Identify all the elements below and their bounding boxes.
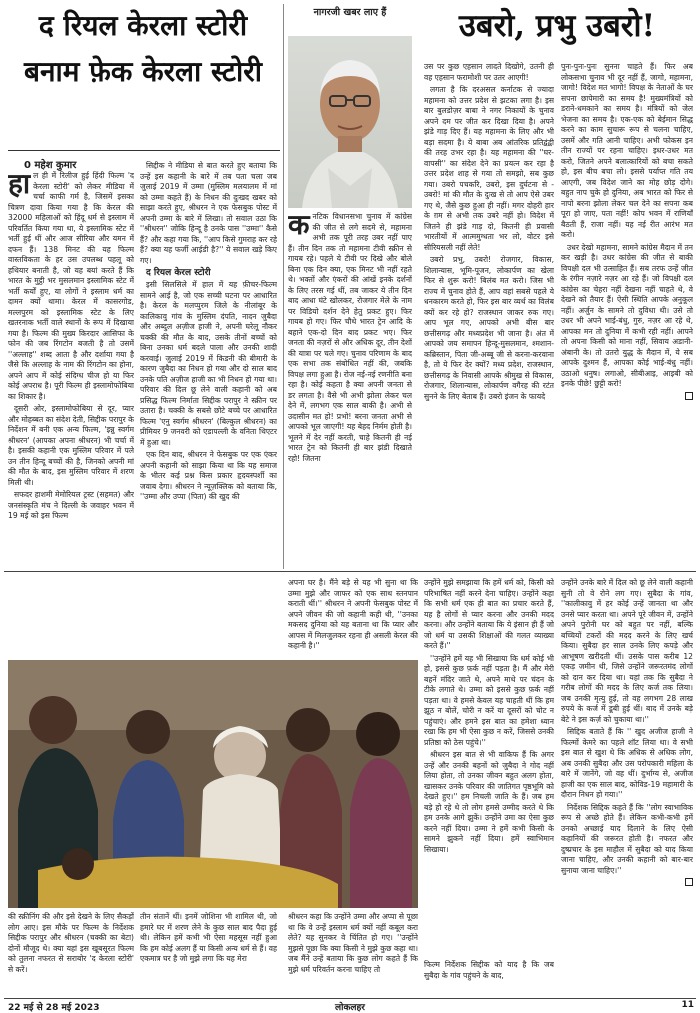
title-underline: [8, 150, 280, 151]
paragraph: ''उन्होंने हमें यह भी सिखाया कि धर्म कोई भी हो, इससे कुछ फ़र्क नहीं पड़ता है। मैं और मेरी बहनें मंदिर जाते थे, अपने माथे पर चंदन के टीके लगाते थे। उम्मा को इससे कुछ फ़र्क नहीं पड़ता था। वे हमसे केवल यह चाहती थीं कि हम झूठ न बोलें, चोरी न करें या दूसरों को चोट न पहुंचाएं। और हमने इस बात का हमेशा ध्यान रखा कि हम भी ऐसा कुछ न करें, जिससे उनकी प्रतिष्ठा को ठेस पहुंचे।'': [424, 653, 554, 747]
lower-column-1: [288, 578, 418, 663]
footer-rule: [4, 998, 696, 999]
paragraph: उधर देखो महामना, सामने कांग्रेस मैदान में तन कर खड़ी है। उधर कांग्रेस की जीत से बाकी विपक्षी दल भी उत्साहित हैं। सब तरफ उन्हें जीत के रंगीन नज़ारे नज़र आ रहे हैं। जो विपक्षी दल कांग्रेस का चेहरा नहीं देखना नहीं चाहते थे, वे देखने को तैयार हैं। ऐसी स्थिति आपके अनुकूल नहीं। अर्जुन के सामने तो दुविधा थी। उसे तो उधर भी अपने भाई-बंधु, गुरु, नज़र आ रहे थे, आपका मन तो दुनिया में कभी रही नहीं। आपने तो अपना किसी को माना नहीं, सिवाय अडानी-अंबानी के। तो उतरो युद्ध के मैदान में, ये सब आपके दुश्मन हैं, आपका कोई भाई-बंधु नहीं। उठाओ धनुष। लगाओ, सीबीआइ, आइबी को इनके पीछे! छुट्टी करो!: [561, 242, 693, 388]
lower-column-3: [561, 578, 693, 994]
bottom-column-3: [288, 912, 418, 998]
paragraph: श्रीधरन कहा कि उन्होंने उम्मा और अप्पा से पूछा था कि वे उन्हें इस्लाम धर्म क्यों नहीं कबूल करा लेते? यह सुनकर वे चिंतित हो गए। ''उन्होंने मुझसे पूछा कि क्या किसी ने मुझे कुछ कहा था। जब मैंने उन्हें बताया कि कुछ लोग कहते हैं कि मुझे धर्म परिवर्तन करना चाहिए तो: [288, 912, 418, 974]
dropcap-ha: हा: [8, 171, 31, 200]
paragraph: निर्देशक सिद्दिक कहते हैं कि ''लोग स्वाभाविक रूप से अच्छे होते हैं। लेकिन कभी-कभी हमें उनको अच्छाई याद दिलाने के लिए ऐसी कहानियों की जरूरत होती है। नफरत और दुष्प्रचार के इस माहौल में सुबैदा को याद किया जाना चाहिए, और उनकी कहानी को बार-बार सुनाया जाना चाहिए।'': [561, 802, 693, 875]
columnist-portrait-photo: [288, 36, 412, 208]
right-headline: उबरो, प्रभु उबरो!: [458, 8, 656, 44]
paragraph: अपना घर है। मैंने बड़े से यह भी सुना था कि उम्मा मुझे और जाफर को एक साथ स्तनपान कराती थीं।'' श्रीधरन ने अपनी फेसबुक पोस्ट में अपने जीवन की जो कहानी कही थी, ''उनका मकसद दुनिया को यह बताना था कि प्यार और आपस में मिलजुलकर रहना ही असली केरल की कहानी है।'': [288, 578, 418, 650]
middle-column: [288, 212, 412, 566]
dropcap-ka: क: [288, 212, 310, 241]
end-mark: [685, 392, 693, 400]
paragraph: दूसरी ओर, इस्लामोफोबिया से दूर, प्यार और मोहब्बत का संदेश देती, सिद्दीक परापुर के निर्देशन में बनी एक अन्य फिल्म, 'इन्नु स्वर्गम श्रीधरन' (आपका अपना श्रीधरन) भी चर्चा में है। इसकी कहानी एक मुस्लिम परिवार में पले उन तीन हिन्दू बच्चों की है, जिनको अपनी मां की मौत के बाद, इस मुस्लिम परिवार में शरण मिली थी।: [8, 404, 134, 487]
paragraph: नटिक विधानसभा चुनाव में कांग्रेस की जीत से लगे सदमे से, महामना अभी तक पूरी तरह उबर नहीं पाए हैं। तीन दिन तक तो महामना टीवी स्क्रीन से गायब रहे। पहले ये टीवी पर दिखे और बोले बिना एक दिन क्या, एक मिनट भी नहीं रहते थे। भक्तों और एंकरों की आंखें इनके दर्शनों के लिए तरस गई थीं, तब जाकर ये तीन दिन बाद आधा घंटे खोलकर, रोजगार मेले के नाम पर विडियो दर्शन देने हेतु प्रकट हुए। फिर गायब हो गए। फिर चौथे भारत ट्रेन आदि के बहाने एक-दो दिन बाद प्रकट भए। फिर जनता की नज़रों से और अधिक दूर, तीन देशों की यात्रा पर चले गए। चुनाव परिणाम के बाद एक सभा तक संबोधित नहीं की, जबकि विपक्ष लगा हुआ है। रोज नई-नई रणनीति बना रहा है। कोई कहता है क्या अपनी जनता से डर लगता है। वैसे भी अभी झोला लेकर चल देने में, लगभग एक साल बाकी है। अभी से उदासीन मत हो! प्रभो! बरना जनता अभी से आपको भूल जाएगी! यह बेहद निर्मम होती है। भूलने में देर नहीं करती, चाहे कितनी ही नई भारत ट्रेन को कितनी ही बार झंडी दिखाते रहो! जितना: [288, 212, 412, 463]
bottom-column-1: [8, 912, 134, 998]
author-byline: 0 महेश कुमार: [24, 160, 77, 171]
horizontal-divider: [4, 571, 696, 572]
left-column-2: [140, 161, 277, 571]
portrait-illustration: [288, 36, 412, 208]
paragraph: सिद्दिक बताते हैं कि '' खुद अजीज हाजी ने फिल्मों केमरे का पहले शॉट लिया था। वे सभी इस बात से खुश थे कि अधिक से अधिक लोग, अब उनकी सुबैदा और उस परोपकारी महिला के बारे में जानेंगे, जो वह थीं। दुर्भाग्य से, अजीज हाजी का एक साल बाद, कोविड-19 महामारी के दौरान निधन हो गया।'': [561, 727, 693, 799]
footer-page-number: 11: [681, 1000, 694, 1010]
paragraph: लगता है कि दरअसल कर्नाटक से ज्यादा महामना को उत्तर प्रदेश से झटका लगा है। इस बार बुलडोज़र बाबा ने नगर निकायों के चुनाव अपने दम पर जीत कर दिखा दिया है। अपने झंडे गाड़ दिए हैं। यह महामना के लिए और भी बड़ा सदमा है। ये बाबा अब आंतरिक प्रतिद्वंद्वी की तरह उभर रहा है। यह महामना की ''घर-वापसी'' का संदेश देने का प्रयत्न कर रहा है उत्तर प्रदेश शाह से गया तो समझो, सब कुछ गया। उबरो पचकरि, उबरो, इस दुर्घटना से - उबरो! मां की मौत के दुःख से तो आप ऐसे उबर गए थे, जैसे कुछ हुआ ही नहीं। मगर दोहरी हार के ग़म से अभी तक उबरे नहीं हो। विदेश में जितने ही झंडे गाड़ दो, कितनी ही प्रवासी भारतीयों में आत्ममुग्धता भर लो, वोटर इसे सीरियसली नहीं लेते!: [424, 85, 554, 252]
paragraph: एक दिन बाद, श्रीधरन ने फेसबुक पर एक एंकर अपनी कहानी को साझा किया था कि यह समाज के भीतर कई प्रश्न किस प्रकार हृदयस्पर्शी का जवाब देगा। श्रीधरन ने न्यूज़क्लिक को बताया कि, ''उम्मा और उप्पा (पिता) की खुद की: [140, 450, 277, 501]
footer-paper-name: लोकलहर: [335, 1003, 365, 1013]
footer-date: 22 मई से 28 मई 2023: [8, 1003, 100, 1013]
paragraph: फिल्म निर्देशक सिद्दीक को याद है कि जब सुबैदा के गांव पहुंचने के बाद,: [424, 960, 554, 980]
vertical-divider: [283, 4, 284, 569]
paragraph: पुनः-पुनः-पुनः सुनना चाहते हैं। फिर अब लोकसभा चुनाव भी दूर नहीं हैं, जागो, महामना, जागो! विदेश मत भागो! विपक्ष के नेताओं के घर सपना छापेमारी का समय है! मुख्यमंत्रियों को डराने-धमकाने का समय है। मंत्रियों को जेल भेजना का समय है। एक-एक को बेईमान सिद्ध करने का काम सुचारू रूप से चलना चाहिए, उसमें और गति आनी चाहिए। अभी फोकस इन तीन राज्यों पर रहना चाहिए। इधर-उधर मत करो, जितने अपने बलात्कारियों को बचा सकते हो, इस बीच बचा लो। इससे पर्याप्त गति तय आएगी, जब विदेश जाने का मोह छोड़ दोगे। बहुत नाप चुके हो दुनिया, अब भारत को फिर से नापो बरना झोला लेकर चल देने का सपना कब पूरा हो जाए, पता नहीं! कोप भवन में राणियाँ बैठती हैं, राजा नहीं। यह नई रीत आरंभ मत करो।: [561, 62, 693, 239]
subheading: द रियल केरल स्टोरी: [146, 268, 211, 278]
paragraph: उबरो प्रभु, उबरो! रोजगार, विकास, शिलान्यास, भूमि-पूजन, लोकार्पण का खेला फिर से शुरू करो! बिलंब मत करो। जिस भी राज्य में चुनाव होते हैं, आप वहां सबसे पहले ये धनकारम करते हो, फिर इस बार व्यर्थ का विलंब क्यों कर रहे हो? राजस्थान जाकर रुक गए। आप भूल गए, आपको अभी बीस बार छत्तीसगढ़ और मध्यप्रदेश भी जाना है। अंत में आपको जय समापन हिन्दू-मुसलमान, श्मशान-कब्रिस्तान, पिता जी-अब्बू जी से करना-करवाना है, तो ये फिर देर क्यों? मध्य प्रदेश, राजस्थान, छत्तीसगढ़ के निवासी आपके श्रीमुख से विकास, रोजगार, शिलान्यास, लोकार्पण वगैरह की रटंत सुनने के लिए बेताब हैं। उबरो इंजन के फायदे: [424, 255, 554, 401]
left-headline: द रियल केरला स्टोरी बनाम फ़ेक केरला स्टोरी: [23, 9, 262, 88]
right-column-2: [561, 62, 693, 568]
paragraph: इसी सिलसिले में हाल में यह फ़ीचर-फिल्म सामने आई है, जो एक सच्ची घटना पर आधारित है। केरल के मलप्पुरम जिले के नीलांबूर के कालिकावु गांव के मुस्लिम दंपति, नादन जुबैदा और अब्दुल अज़ीज हाजी ने, अपनी घरेलू नौकर चक्की की मौत के बाद, उसके तीनों बच्चों को बिना उनका धर्म बदले पाला और उनकी शादी करवाई। जुलाई 2019 में किडनी की बीमारी के कारण जुबैदा का निधन हो गया और दो साल बाद उनके पति अज़ीज हाजी का भी निधन हो गया था। परिवार की दिल छू लेने वाली कहानी को अब प्रसिद्ध फिल्म निर्माता सिद्दीक परापुर ने स्क्रीन पर उतारा है। चक्की के सबसे छोटे बच्चे पर आधारित फिल्म 'एनु स्वर्गम श्रीधरन' (बिल्कुल श्रीधरन) का प्रीमियर 9 जनवरी को एडापल्ली के वनिता थिएटर में हुआ था।: [140, 280, 277, 447]
paragraph: सिद्दीक ने मीडिया से बात करते हुए बताया कि उन्हें इस कहानी के बारे में तब पता चला जब जुलाई 2019 में उम्मा (मुस्लिम मलयालम में मां को उम्मा कहते हैं) के निधन की दुःखद खबर को साझा करते हुए, श्रीधरन ने एक फेसबुक पोस्ट में अपनी उम्मा के बारे में लिखा। तो सवाल उठा कि ''श्रीधरन'' जोकि हिन्दू है उनके पास ''उम्मा'' कैसे हैं? और कहा गया कि, ''आप किसे गुमराह कर रहे हैं? क्या यह फर्जी आईडी है?'' ये सवाल खड़े किए गए।: [140, 161, 277, 265]
family-photo: [8, 660, 418, 908]
end-mark: [685, 878, 693, 886]
bottom-column-2: [140, 912, 277, 998]
paragraph: तीन संतानें थीं। इनमें जोशिना भी शामिल थी, जो हमारे घर में शरण लेने के कुछ साल बाद पैदा हुई थी। लेकिन हमें कभी भी ऐसा महसूस नहीं हुआ कि हम कोई अलग हैं या किसी अन्य धर्म से हैं। वह एकमात्र घर है जो मुझे लगा कि यह मेरा: [140, 912, 277, 963]
paragraph: श्रीधरन इस बात से भी वाकिफ हैं कि अगर उन्हें और उनकी बहनों को जुबैदा ने गोद नहीं लिया होता, तो उनका जीवन बहुत अलग होता, खासकर उनके परिवार की जातिगत पृष्ठभूमि को देखते हुए।'' हम निचली जाति के हैं। जब हम बड़े हो रहे थे तो लोग हमसे उम्मीद करते थे कि हम उनके आगे झुकें। उन्होंने उमा का ऐसा कुछ करने नहीं दिया। उम्मा ने हमें कभी किसी के सामने झुकने नहीं दिया। हमें स्वाभिमान सिखाया।: [424, 750, 554, 854]
paragraph: सफदर हाशमी मेमोरियल ट्रस्ट (सहमत) और जनसंस्कृति मंच ने दिल्ली के जवाहर भवन में 19 मई को इस फिल्म: [8, 490, 134, 520]
paragraph: ल ही में रिलीज हुई हिंदी फिल्म 'द केरला स्टोरी' को लेकर मीडिया में चर्चा काफी गर्म है, जिसमें इसका चित्रण दावा किया गया है कि केरल की 32000 महिलाओं को हिंदू धर्म से इस्लाम में परिवर्तित किया गया था, ये इस्लामिक स्टेट में भर्ती हुई थीं और आज सीरिया और यमन में दफन हैं। 138 मिनट की यह फिल्म वास्तविकता के हर उस उपलब्ध पहलू को हथियार बनाती है, जो यह बयां करते हैं कि भारत के मुट्ठी भर मुसलमान इस्लामिक स्टेट में भर्ती कर्यों हुए, या लोगों ने इस्लाम धर्म का दामन क्यों थामा। केरल में कासरगोड, मल्लपुरम को इस्लामिक स्टेट के लिए खतरनाक भर्ती वाले स्थानों के रूप में दिखाया गया है। फिल्म की मुख्य किरदार आसिफा के फोन की जब रिंगटोन बजती है तो उसमें ''अल्लाह'' शब्द आता है और दर्शाया गया है जैसे कि अल्लाह के नाम की रिंगटोन का होना, अपने आप में कोई संदिग्ध चीज हो या फिर कोई अपराध है। पूरी फिल्म ही इस्लामोफोबिया का शिकार है।: [8, 171, 134, 401]
paragraph: की स्क्रीनिंग की और इसे देखने के लिए सैकड़ों लोग आए। इस मौके पर फिल्म के निर्देशक सिद्दीक परापुर और श्रीधरन (चक्की का बेटा) दोनों मौजूद थे। क्या यहां इस खूबसूरत फिल्म को तुलना नफरत से सराबोर 'द केरला स्टोरी' से करें।: [8, 912, 134, 974]
family-illustration: [8, 660, 418, 908]
paragraph: उन्होंने उनके बारे में दिल को छू लेने वाली कहानी सुनी तो वे रोने लग गए। सुबैदा के गांव, ''कालीकावु में हर कोई उन्हें जानता था और उनसे प्यार करता था। अपने पूरे जीवन में, उन्होंने अपने पुरोनी घर को बहुत पर नहीं, बल्कि बच्चियों टकरों की मदद करने के लिए खर्च किया। सुबैदा हर साल उनके लिए कपड़े और आभूषण खरीदती थीं। उसके पास करीब 12 एकड़ जमीन थी, जिसे उन्होंने जरूरतमंद लोगों को दान कर दिया था। यहां तक कि सुबैदा ने गरीब लोगों की मदद के लिए कर्ज तक लिया। जब उनकी मृत्यु हुई, तो वह लगभग 28 लाख रुपये के कर्ज में डूबी हुई थीं। बाद में उनके बड़े बेटे ने इस कर्ज़ को चुकाया था।'': [561, 578, 693, 724]
paragraph: उन्होंने मुझे समझाया कि हमें धर्म को, किसी को परिभाषित नहीं करने देना चाहिए। उन्होंने कहा कि सभी धर्म एक ही बात का प्रचार करते हैं, यह है लोगों से प्यार करना और उनकी मदद करना। और उन्होंने बताया कि ये इंसान ही हैं जो जो धर्म या उसकी शिक्षाओं की गलत व्याख्या करते हैं।'': [424, 578, 554, 650]
bottom-column-4: [424, 960, 554, 996]
lower-column-2: [424, 578, 554, 904]
right-column-1: [424, 62, 554, 568]
paragraph: उस पर कुछ एहसान लादते दिखोगे, उतनी ही वह एहसान फरामोशी पर उतर आएगी!: [424, 62, 554, 82]
column-label: नागरजी खबर लाए हैं: [313, 7, 387, 18]
left-column-1: [8, 171, 134, 571]
